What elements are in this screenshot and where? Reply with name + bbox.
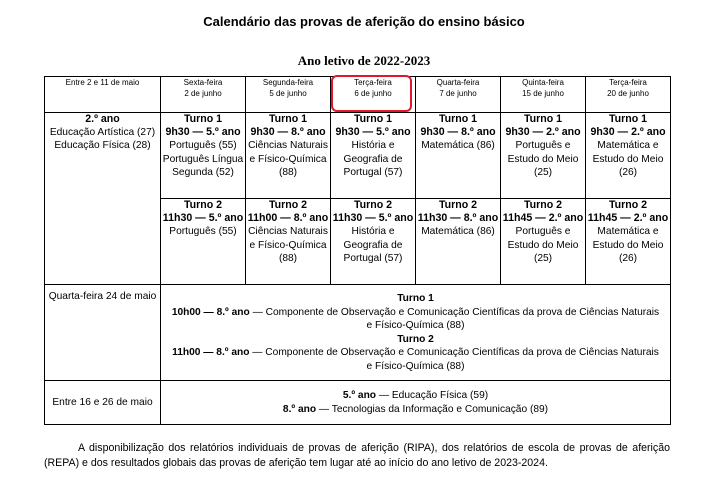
turno-cell: Turno 2 11h45 — 2.º ano Matemática e Estudo do Meio (26) — [586, 199, 671, 285]
header-day-highlighted: Terça-feira 6 de junho — [331, 77, 416, 113]
may24-label: Quarta-feira 24 de maio — [45, 285, 161, 381]
footnote-paragraph: A disponibilização dos relatórios individuais de provas de aferição (RIPA), dos relatórios de escola de provas de aferição (REPA) e dos resultados globais das provas de aferição tem lugar até ao início do ano letivo de 2023-2024. — [44, 442, 670, 469]
turno-cell: Turno 1 9h30 — 2.º ano Português e Estudo do Meio (25) — [501, 113, 586, 199]
may24-content: Turno 1 10h00 — 8.º ano — Componente de Observação e Comunicação Científicas da prova de Ciências Naturais e Físico-Química (88) Turno 2 11h00 — 8.º ano — Componente de Observação e Comunicação Científicas da prova de Ciências Naturais e Físico-Química (88) — [161, 285, 671, 381]
turno-cell: Turno 2 11h00 — 8.º ano Ciências Naturais e Físico-Química (88) — [246, 199, 331, 285]
turno-cell: Turno 2 11h30 — 5.º ano História e Geografia de Portugal (57) — [331, 199, 416, 285]
header-day: Terça-feira 20 de junho — [586, 77, 671, 113]
turno-cell: Turno 2 11h30 — 8.º ano Matemática (86) — [416, 199, 501, 285]
turno-cell: Turno 2 11h30 — 5.º ano Português (55) — [161, 199, 246, 285]
highlight-circle-annotation — [331, 75, 412, 112]
header-day: Sexta-feira 2 de junho — [161, 77, 246, 113]
school-year-subtitle: Ano letivo de 2022-2023 — [297, 53, 431, 68]
header-day: Quarta-feira 7 de junho — [416, 77, 501, 113]
document-title: Calendário das provas de aferição do ensino básico — [203, 14, 525, 29]
may16-content: 5.º ano — Educação Física (59) 8.º ano — Tecnologias da Informação e Comunicação (89) — [161, 381, 671, 425]
header-may-range: Entre 2 e 11 de maio — [45, 77, 161, 113]
turno-cell: Turno 2 11h45 — 2.º ano Português e Estudo do Meio (25) — [501, 199, 586, 285]
turno-cell: Turno 1 9h30 — 5.º ano História e Geografia de Portugal (57) — [331, 113, 416, 199]
turno-cell: Turno 1 9h30 — 8.º ano Ciências Naturais e Físico-Química (88) — [246, 113, 331, 199]
may24-row — [45, 285, 671, 381]
may16-row — [45, 381, 671, 425]
turno1-row — [45, 113, 671, 199]
may-2nd-grade-cell: 2.º ano Educação Artística (27) Educação Física (28) — [45, 113, 161, 285]
exam-calendar-table — [44, 76, 671, 425]
turno-cell: Turno 1 9h30 — 5.º ano Português (55) Português Língua Segunda (52) — [161, 113, 246, 199]
header-day: Quinta-feira 15 de junho — [501, 77, 586, 113]
may16-label: Entre 16 e 26 de maio — [45, 381, 161, 425]
turno-cell: Turno 1 9h30 — 2.º ano Matemática e Estudo do Meio (26) — [586, 113, 671, 199]
header-day: Segunda-feira 5 de junho — [246, 77, 331, 113]
turno-cell: Turno 1 9h30 — 8.º ano Matemática (86) — [416, 113, 501, 199]
